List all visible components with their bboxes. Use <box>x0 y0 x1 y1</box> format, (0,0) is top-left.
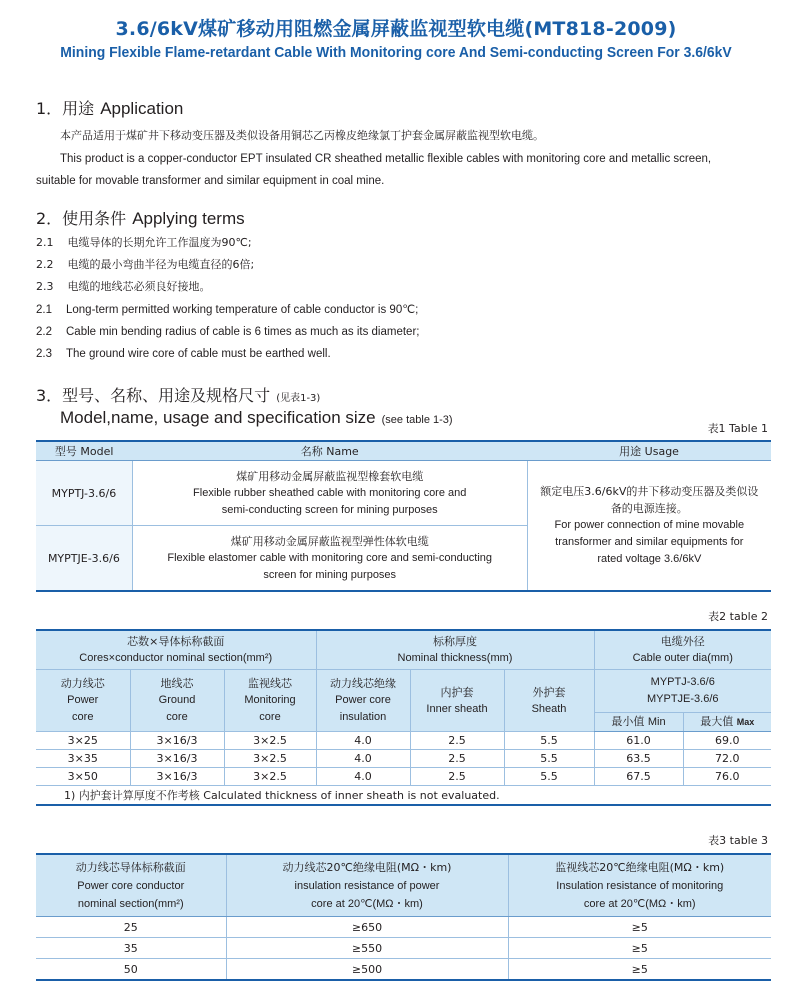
section3-heading-cn-note: (见表1-3) <box>276 393 321 404</box>
section3-heading-en: Model,name, usage and specification size <box>60 408 376 427</box>
table2-note: 1) 内护套计算厚度不作考核 Calculated thickness of inner sheath is not evaluated. <box>36 786 771 806</box>
section3-heading-cn-line <box>36 383 320 406</box>
section1-heading-cn: 1．用途 <box>36 99 95 118</box>
table-header-cell: 型号 Model <box>36 441 132 461</box>
list-item: 2.3 电缆的地线芯必须良好接地。 <box>36 280 211 293</box>
section3-heading-cn: 3．型号、名称、用途及规格尺寸 <box>36 386 271 405</box>
col-header: 动力线芯导体标称截面 Power core conductor nominal section(mm²) <box>36 854 226 917</box>
group-header-outer-dia: 电缆外径 Cable outer dia(mm) <box>594 630 771 670</box>
list-item: 2.2 Cable min bending radius of cable is 6 times as much as its diameter; <box>36 326 420 338</box>
section3-heading-en-line <box>60 408 453 428</box>
max-header: 最大值 Max <box>683 713 771 732</box>
name-cell <box>132 461 527 526</box>
name-en: screen for mining purposes <box>263 568 397 581</box>
name-cn: 煤矿用移动金属屏蔽监视型弹性体软电缆 <box>230 534 429 548</box>
table-row: 3×35 3×16/3 3×2.5 4.0 2.5 5.5 63.5 72.0 <box>36 750 771 768</box>
table-row: 3×25 3×16/3 3×2.5 4.0 2.5 5.5 61.0 69.0 <box>36 732 771 750</box>
table2-caption: 表2 table 2 <box>708 610 768 623</box>
table-header-row <box>36 670 771 713</box>
col-header: 内护套 Inner sheath <box>410 670 504 732</box>
table-row <box>36 461 771 526</box>
list-item: 2.1 电缆导体的长期允许工作温度为90℃; <box>36 236 252 249</box>
col-header: 外护套 Sheath <box>504 670 594 732</box>
usage-en: rated voltage 3.6/6kV <box>597 553 702 565</box>
table2 <box>36 629 771 806</box>
table-header-row <box>36 630 771 670</box>
usage-cn: 备的电源连接。 <box>610 502 688 515</box>
name-en: semi-conducting screen for mining purposes <box>221 503 438 516</box>
usage-en: For power connection of mine movable <box>554 519 745 531</box>
table-header-cell: 用途 Usage <box>527 441 771 461</box>
list-item: 2.3 The ground wire core of cable must be earthed well. <box>36 348 331 360</box>
list-item: 2.1 Long-term permitted working temperature of cable conductor is 90℃; <box>36 304 419 316</box>
page-title-cn: 3.6/6kV煤矿移动用阻燃金属屏蔽监视型软电缆(MT818-2009) <box>115 18 677 40</box>
col-header: 动力线芯20℃绝缘电阻(MΩ・km) insulation resistance of power core at 20℃(MΩ・km) <box>226 854 508 917</box>
list-item: 2.2 电缆的最小弯曲半径为电缆直径的6倍; <box>36 258 255 271</box>
table-row: 35 ≥550 ≥5 <box>36 938 771 959</box>
col-header: 动力线芯绝缘 Power core insulation <box>316 670 410 732</box>
name-cell <box>132 526 527 592</box>
page-title-en: Mining Flexible Flame-retardant Cable With Monitoring core And Semi-conducting Screen For 3.6/6kV <box>60 44 732 61</box>
section1-para-en-2: suitable for movable transformer and similar equipment in coal mine. <box>36 175 385 187</box>
section2-heading-en: Applying terms <box>132 209 245 228</box>
col-header: 监视线芯20℃绝缘电阻(MΩ・km) Insulation resistance of monitoring core at 20℃(MΩ・km) <box>508 854 771 917</box>
table1-caption: 表1 Table 1 <box>707 422 768 435</box>
group-header-thickness: 标称厚度 Nominal thickness(mm) <box>316 630 594 670</box>
name-en: Flexible rubber sheathed cable with monitoring core and <box>193 486 467 499</box>
table-note-row <box>36 786 771 806</box>
col-header: 动力线芯 Power core <box>36 670 130 732</box>
table-row: 3×50 3×16/3 3×2.5 4.0 2.5 5.5 67.5 76.0 <box>36 768 771 786</box>
table-row: 25 ≥650 ≥5 <box>36 917 771 938</box>
table-header-row <box>36 441 771 461</box>
col-header: 监视线芯 Monitoring core <box>224 670 316 732</box>
usage-cn: 额定电压3.6/6kV的井下移动变压器及类似设 <box>540 485 759 498</box>
table1 <box>36 440 771 592</box>
col-header: 地线芯 Ground core <box>130 670 224 732</box>
table3-caption: 表3 table 3 <box>708 834 768 847</box>
group-header-cores: 芯数×导体标称截面 Cores×conductor nominal section(mm²) <box>36 630 316 670</box>
table-row: 50 ≥500 ≥5 <box>36 959 771 981</box>
table-header-cell: 名称 Name <box>132 441 527 461</box>
section3-heading-en-note: (see table 1-3) <box>381 414 453 426</box>
name-en: Flexible elastomer cable with monitoring core and semi-conducting <box>167 551 493 564</box>
table3 <box>36 853 771 981</box>
section2-heading <box>36 206 245 229</box>
name-cn: 煤矿用移动金属屏蔽监视型橡套软电缆 <box>236 469 424 483</box>
models-header: MYPTJ-3.6/6 MYPTJE-3.6/6 <box>594 670 771 713</box>
section1-heading <box>36 96 183 119</box>
model-cell: MYPTJ-3.6/6 <box>36 461 132 526</box>
section1-para-en-1: This product is a copper-conductor EPT insulated CR sheathed metallic flexible cables with monitoring core and metallic screen, <box>60 153 712 165</box>
table-header-row <box>36 854 771 917</box>
section1-heading-en: Application <box>100 99 184 118</box>
section1-para-cn: 本产品适用于煤矿井下移动变压器及类似设备用铜芯乙丙橡皮绝缘氯丁护套金属屏蔽监视型软电缆。 <box>60 129 544 142</box>
min-header: 最小值 Min <box>594 713 683 732</box>
usage-cell <box>527 461 771 592</box>
section2-heading-cn: 2．使用条件 <box>36 209 127 228</box>
usage-en: transformer and similar equipments for <box>555 536 744 548</box>
model-cell: MYPTJE-3.6/6 <box>36 526 132 592</box>
